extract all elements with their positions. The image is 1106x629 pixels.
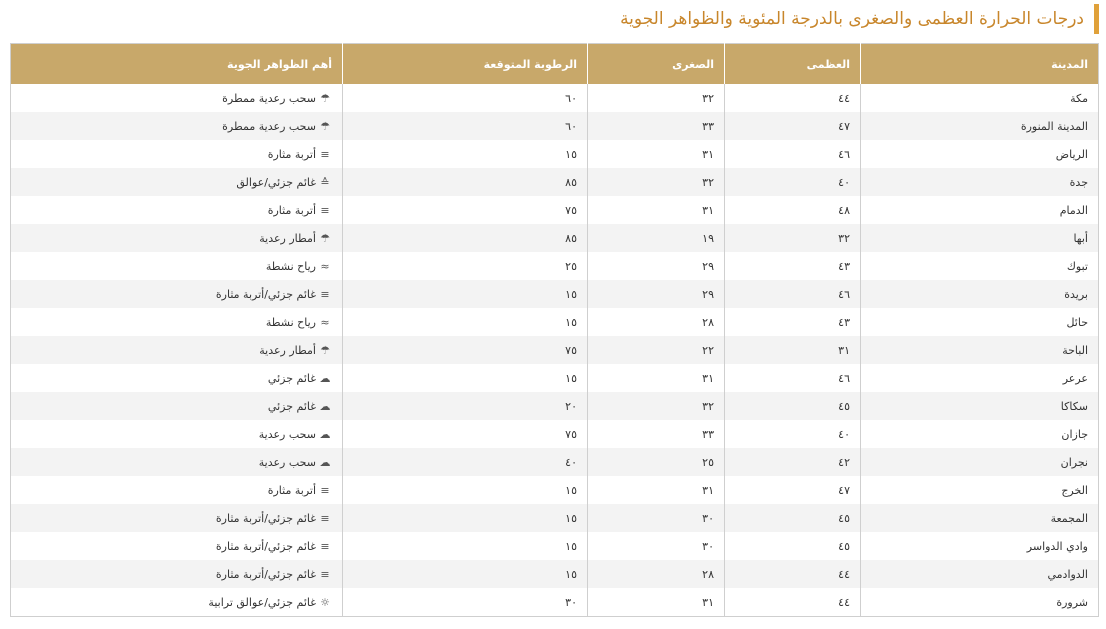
weather-label: غائم جزئي/أتربة مثارة [215, 287, 316, 301]
cell-min: ٣٠ [588, 532, 725, 560]
cell-max: ٤٢ [725, 448, 861, 476]
cell-humidity: ٦٠ [343, 84, 588, 112]
cell-max: ٤٧ [725, 112, 861, 140]
wind-icon: ≈ [320, 315, 330, 329]
weather-label: أمطار رعدية [259, 343, 316, 357]
weather-label: غائم جزئي/أتربة مثارة [215, 539, 316, 553]
cell-max: ٤٧ [725, 476, 861, 504]
cell-weather [11, 140, 343, 168]
cell-weather [11, 588, 343, 617]
cell-weather [11, 252, 343, 280]
weather-table [10, 43, 1099, 617]
header-city: المدينة [861, 44, 1099, 85]
cell-min: ٢٩ [588, 252, 725, 280]
cell-city: سكاكا [861, 392, 1099, 420]
cell-weather [11, 560, 343, 588]
cell-min: ٢٥ [588, 448, 725, 476]
cell-city: بريدة [861, 280, 1099, 308]
cell-humidity: ٧٥ [343, 196, 588, 224]
cell-min: ٣٢ [588, 168, 725, 196]
table-row [11, 532, 1099, 560]
cell-max: ٤٥ [725, 504, 861, 532]
page-title: درجات الحرارة العظمى والصغرى بالدرجة المئوية والظواهر الجوية [620, 9, 1084, 29]
cell-weather [11, 308, 343, 336]
cell-city: شرورة [861, 588, 1099, 617]
cell-humidity: ٦٠ [343, 112, 588, 140]
header-max: العظمى [725, 44, 861, 85]
weather-label: رياح نشطة [265, 259, 316, 273]
thunder-cloud-icon: ☂ [320, 91, 330, 105]
cell-city: وادي الدواسر [861, 532, 1099, 560]
cell-weather [11, 84, 343, 112]
cell-min: ٣١ [588, 476, 725, 504]
cell-humidity: ١٥ [343, 364, 588, 392]
wind-icon: ≈ [320, 259, 330, 273]
cell-city: جدة [861, 168, 1099, 196]
cell-weather [11, 392, 343, 420]
thunder-cloud-icon: ☁ [319, 427, 331, 441]
cell-humidity: ١٥ [343, 280, 588, 308]
partly-cloudy-icon: ☁ [319, 399, 331, 413]
weather-label: أتربة مثارة [267, 483, 316, 497]
table-row [11, 84, 1099, 112]
cell-weather [11, 532, 343, 560]
dust-icon: ≡ [320, 287, 330, 301]
table-row [11, 280, 1099, 308]
table-row [11, 224, 1099, 252]
cell-max: ٤٦ [725, 140, 861, 168]
table-row [11, 504, 1099, 532]
cell-city: الرياض [861, 140, 1099, 168]
cell-min: ٣١ [588, 588, 725, 617]
cell-weather [11, 112, 343, 140]
cell-max: ٣١ [725, 336, 861, 364]
cell-humidity: ١٥ [343, 140, 588, 168]
weather-label: رياح نشطة [265, 315, 316, 329]
table-row [11, 112, 1099, 140]
weather-label: غائم جزئي/أتربة مثارة [215, 511, 316, 525]
cell-weather [11, 504, 343, 532]
weather-table-container [11, 43, 1099, 617]
cell-weather [11, 224, 343, 252]
cell-min: ٣٣ [588, 420, 725, 448]
cell-weather [11, 448, 343, 476]
cell-max: ٤٥ [725, 392, 861, 420]
table-row [11, 168, 1099, 196]
cell-humidity: ٨٥ [343, 224, 588, 252]
header-humidity: الرطوبة المتوقعة [343, 44, 588, 85]
table-row [11, 196, 1099, 224]
cell-max: ٤٦ [725, 280, 861, 308]
cell-city: الباحة [861, 336, 1099, 364]
header-row [11, 44, 1099, 85]
cell-city: الدوادمي [861, 560, 1099, 588]
cell-min: ٢٢ [588, 336, 725, 364]
cell-city: جازان [861, 420, 1099, 448]
page-title-bar [620, 4, 1099, 34]
cell-min: ٣١ [588, 140, 725, 168]
cell-weather [11, 476, 343, 504]
cell-weather [11, 364, 343, 392]
weather-label: غائم جزئي [267, 399, 316, 413]
table-row [11, 588, 1099, 617]
table-row [11, 336, 1099, 364]
cell-city: عرعر [861, 364, 1099, 392]
weather-label: أتربة مثارة [267, 203, 316, 217]
cell-humidity: ١٥ [343, 504, 588, 532]
cell-city: نجران [861, 448, 1099, 476]
cell-max: ٣٢ [725, 224, 861, 252]
table-row [11, 448, 1099, 476]
cell-city: تبوك [861, 252, 1099, 280]
thunder-cloud-icon: ☂ [320, 119, 330, 133]
cell-weather [11, 336, 343, 364]
cell-humidity: ٧٥ [343, 336, 588, 364]
cell-humidity: ١٥ [343, 476, 588, 504]
haze-icon: ☼ [320, 595, 330, 609]
cell-min: ٢٨ [588, 560, 725, 588]
cell-city: أبها [861, 224, 1099, 252]
cell-humidity: ١٥ [343, 308, 588, 336]
cell-weather [11, 168, 343, 196]
cell-min: ٣٣ [588, 112, 725, 140]
dust-icon: ≡ [320, 539, 330, 553]
cell-city: حائل [861, 308, 1099, 336]
cell-max: ٤٥ [725, 532, 861, 560]
cell-min: ٢٨ [588, 308, 725, 336]
cell-weather [11, 196, 343, 224]
cell-min: ٣٠ [588, 504, 725, 532]
weather-label: سحب رعدية [258, 427, 316, 441]
cell-city: المجمعة [861, 504, 1099, 532]
cell-humidity: ٨٥ [343, 168, 588, 196]
cell-max: ٤٣ [725, 252, 861, 280]
cell-max: ٤٤ [725, 588, 861, 617]
weather-label: غائم جزئي/أتربة مثارة [215, 567, 316, 581]
haze-icon: ≙ [320, 175, 330, 189]
cell-max: ٤٨ [725, 196, 861, 224]
cell-city: الدمام [861, 196, 1099, 224]
table-row [11, 252, 1099, 280]
cell-humidity: ٤٠ [343, 448, 588, 476]
table-row [11, 420, 1099, 448]
cell-max: ٤٣ [725, 308, 861, 336]
dust-icon: ≡ [320, 203, 330, 217]
weather-label: أتربة مثارة [267, 147, 316, 161]
cell-city: المدينة المنورة [861, 112, 1099, 140]
partly-cloudy-icon: ☁ [319, 371, 331, 385]
cell-weather [11, 280, 343, 308]
table-row [11, 476, 1099, 504]
cell-min: ٣٢ [588, 84, 725, 112]
dust-icon: ≡ [320, 511, 330, 525]
dust-icon: ≡ [320, 567, 330, 581]
weather-label: غائم جزئي/عوالق [236, 175, 316, 189]
cell-humidity: ١٥ [343, 560, 588, 588]
cell-weather [11, 420, 343, 448]
cell-city: مكة [861, 84, 1099, 112]
table-row [11, 560, 1099, 588]
cell-humidity: ١٥ [343, 532, 588, 560]
weather-label: غائم جزئي/عوالق ترابية [208, 595, 316, 609]
table-row [11, 392, 1099, 420]
dust-icon: ≡ [320, 147, 330, 161]
thunder-rain-icon: ☂ [320, 231, 330, 245]
cell-max: ٤٠ [725, 168, 861, 196]
weather-label: سحب رعدية ممطرة [222, 91, 316, 105]
weather-label: غائم جزئي [267, 371, 316, 385]
table-row [11, 364, 1099, 392]
cell-humidity: ٧٥ [343, 420, 588, 448]
cell-max: ٤٤ [725, 560, 861, 588]
table-row [11, 308, 1099, 336]
cell-humidity: ٢٠ [343, 392, 588, 420]
cell-min: ٢٩ [588, 280, 725, 308]
cell-humidity: ٢٥ [343, 252, 588, 280]
cell-min: ٣١ [588, 196, 725, 224]
header-min: الصغرى [588, 44, 725, 85]
cell-humidity: ٣٠ [343, 588, 588, 617]
dust-icon: ≡ [320, 483, 330, 497]
table-header [11, 44, 1099, 85]
weather-label: سحب رعدية ممطرة [222, 119, 316, 133]
header-weather: أهم الظواهر الجوية [11, 44, 343, 85]
cell-min: ١٩ [588, 224, 725, 252]
cell-max: ٤٦ [725, 364, 861, 392]
cell-max: ٤٠ [725, 420, 861, 448]
thunder-rain-icon: ☂ [320, 343, 330, 357]
cell-max: ٤٤ [725, 84, 861, 112]
cell-min: ٣٢ [588, 392, 725, 420]
cell-city: الخرج [861, 476, 1099, 504]
table-body [11, 84, 1099, 617]
table-row [11, 140, 1099, 168]
cell-min: ٣١ [588, 364, 725, 392]
weather-label: أمطار رعدية [259, 231, 316, 245]
thunder-cloud-icon: ☁ [319, 455, 331, 469]
weather-label: سحب رعدية [258, 455, 316, 469]
